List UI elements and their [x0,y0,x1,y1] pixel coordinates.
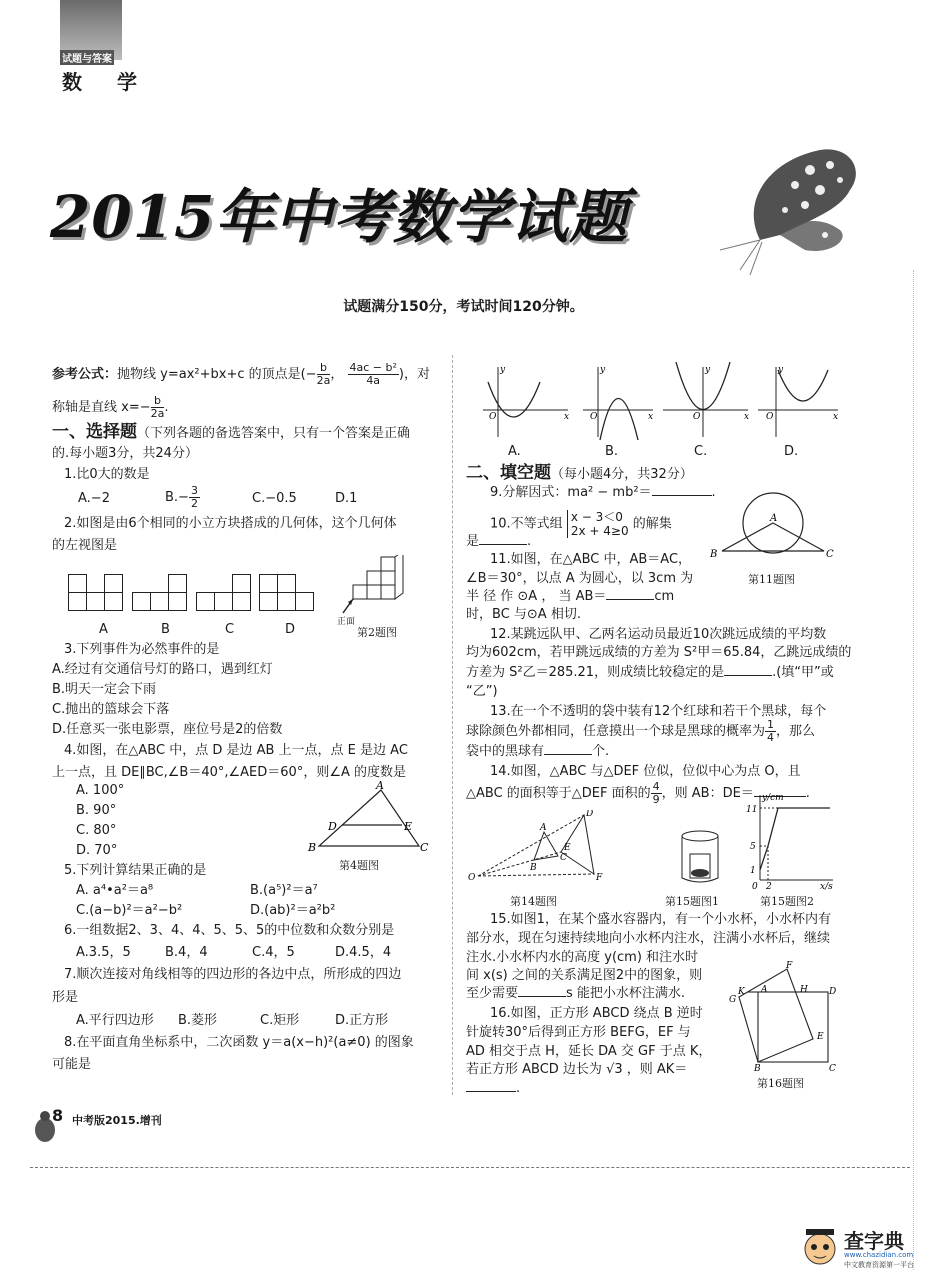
q7-stem-2: 形是 [52,990,79,1005]
q15-xtick-0: 0 [752,882,758,890]
section1-note: 的.每小题3分，共24分） [52,446,198,461]
q14-pt-a: A [540,823,547,833]
q16-caption: 第16题图 [757,1077,804,1090]
q11-answer-blank[interactable] [606,599,654,600]
q6-option-d: D.4.5，4 [335,945,392,960]
page-number: 8 [52,1106,64,1125]
q11-pt-a: A [770,513,778,524]
q5-option-d: D.(ab)²＝a²b² [250,903,336,918]
q14-pt-e: E [564,843,571,853]
logo-subtitle: 中文教育资源第一平台 [844,1261,914,1269]
q2-label-d: D [285,622,296,637]
q2-label-b: B [161,622,170,637]
q13-line-1: 13.在一个不透明的袋中装有12个红球和若干个黑球，每个 [490,704,827,719]
q13-answer-blank[interactable] [544,754,592,755]
svg-text:y: y [600,365,606,375]
exam-info: 试题满分150分，考试时间120分钟。 [343,299,584,315]
butterfly-illustration [700,140,870,280]
q15-answer-blank[interactable] [518,996,566,997]
q13-line-3: 袋中的黑球有 个. [466,744,610,759]
q14-pt-f: F [596,873,603,883]
q8-label-a: A. [508,444,521,459]
q4-option-d: D. 70° [76,843,118,858]
q15-xlabel: x/s [820,882,833,890]
q8-graphs [478,362,878,452]
q5-option-a: A. a⁴•a²＝a⁸ [76,883,154,898]
svg-text:y: y [500,365,506,375]
q16-pt-e: E [817,1032,824,1042]
q5-stem: 5.下列计算结果正确的是 [64,863,207,878]
q15-xtick-2: 2 [766,882,772,890]
q14-line-1: 14.如图，△ABC 与△DEF 位似，位似中心为点 O，且 [490,764,801,779]
q1-option-c: C.−0.5 [252,491,297,506]
logo-url: www.chazidian.com [844,1251,914,1259]
q14-figure [466,810,616,890]
q16-pt-a: A [761,985,768,995]
q14-line-2: △ABC 的面积等于△DEF 面积的 $\frac{4}{9}$ ，则 AB：DE＝ . [466,780,810,806]
q4-caption: 第4题图 [339,859,379,872]
q4-option-c: C. 80° [76,823,117,838]
q3-option-d: D.任意买一张电影票，座位号是2的倍数 [52,722,283,737]
q12-line-1: 12.某跳远队甲、乙两名运动员最近10次跳远成绩的平均数 [490,627,827,642]
q11-line-2: ∠B＝30°，以点 A 为圆心，以 3cm 为 [466,571,694,586]
mascot-icon [800,1225,840,1267]
q11-pt-c: C [826,549,834,560]
q11-caption: 第11题图 [748,573,795,586]
q7-option-b: B.菱形 [178,1013,218,1028]
q16-line-2: 针旋转30°后得到正方形 BEFG，EF 与 [466,1025,691,1040]
q11-figure [708,485,838,565]
q8-stem-2: 可能是 [52,1057,92,1072]
q4-pt-b: B [308,841,317,854]
q4-option-b: B. 90° [76,803,117,818]
formula-line-2: 称轴是直线 x=− $\frac{b}{2a}$ . [52,394,169,420]
q1-stem: 1.比0大的数是 [64,467,150,482]
section2-header: 二、填空题（每小题4分，共32分） [466,463,693,483]
q16-pt-c: C [829,1064,836,1072]
q2-stem-1: 2.如图是由6个相同的小立方块搭成的几何体，这个几何体 [64,516,397,531]
q2-front-label: 正面 [337,617,356,627]
svg-text:O: O [766,412,774,422]
header-tag: 试题与答案 [60,50,114,65]
q15-caption-1: 第15题图1 [665,895,719,908]
svg-text:x: x [744,412,750,422]
q14-pt-c: C [560,853,567,863]
q4-triangle-figure [305,780,430,855]
q15-ytick-5: 5 [750,842,756,852]
q5-option-c: C.(a−b)²＝a²−b² [76,903,183,918]
q4-stem-2: 上一点，且 DE∥BC,∠B＝40°,∠AED＝60°，则∠A 的度数是 [52,765,406,780]
q9-answer-blank[interactable] [652,495,712,496]
q4-pt-c: C [420,841,429,854]
q7-option-c: C.矩形 [260,1013,300,1028]
svg-text:y: y [705,365,711,375]
header-subject: 数 学 [62,70,151,94]
formula-line-1: 参考公式：抛物线 y=ax²+bx+c 的顶点是(− $\frac{b}{2a}$ ， $\frac{\text{4ac − b²}}{4a}$ )，对 [52,361,430,387]
q15-ylabel: y/cm [762,793,784,803]
q15-line-2: 部分水，现在匀速持续地向小水杯内注水，注满小水杯后，继续 [466,931,831,946]
q1-option-d: D.1 [335,491,358,506]
q2-stem-2: 的左视图是 [52,538,118,553]
q10-line-2: 是 . [466,534,532,549]
q8-stem-1: 8.在平面直角坐标系中，二次函数 y＝a(x−h)²(a≠0) 的图象 [64,1035,414,1050]
q4-stem-1: 4.如图，在△ABC 中，点 D 是边 AB 上一点，点 E 是边 AC [64,743,408,758]
q16-pt-h: H [800,985,808,995]
svg-text:x: x [648,412,654,422]
q11-line-3: 半 径 作 ⊙A ， 当 AB＝ cm [466,589,675,604]
footer-publication: 中考版2015.增刊 [72,1114,162,1127]
q11-line-4: 时，BC 与⊙A 相切. [466,607,581,622]
q3-option-a: A.经过有交通信号灯的路口，遇到红灯 [52,662,273,677]
q10: 10.不等式组 x − 3＜0 2x + 4≥0 的解集 [490,510,672,538]
q16-line-3: AD 相交于点 H，延长 DA 交 GF 于点 K， [466,1044,712,1059]
scan-edge [913,270,915,1270]
q4-pt-d: D [328,820,337,833]
q12-line-4: “乙”) [466,684,498,699]
q3-option-b: B.明天一定会下雨 [52,682,157,697]
q2-caption: 第2题图 [357,626,397,639]
q13-line-2: 球除颜色外都相同，任意摸出一个球是黑球的概率为 $\frac{1}{4}$ ，那么 [466,718,816,744]
q14-pt-b: B [530,863,537,873]
q6-stem: 6.一组数据2、3、4、4、5、5、5的中位数和众数分别是 [64,923,395,938]
q11-pt-b: B [710,549,718,560]
q8-label-c: C. [694,444,708,459]
q3-option-c: C.抛出的篮球会下落 [52,702,170,717]
q15-ytick-11: 11 [746,805,758,815]
q9: 9.分解因式：ma² − mb²＝ . [490,485,716,500]
svg-text:x: x [833,412,839,422]
page-title: 2015年中考数学试题 [50,183,629,251]
q15-graph-figure [738,790,838,890]
q12-answer-blank[interactable] [724,675,772,676]
svg-text:O: O [489,412,497,422]
q16-figure [728,960,843,1072]
q6-option-a: A.3.5，5 [76,945,131,960]
q16-answer-blank[interactable] [466,1091,516,1092]
q7-stem-1: 7.顺次连接对角线相等的四边形的各边中点，所形成的四边 [64,967,402,982]
q16-line-4: 若正方形 ABCD 边长为 √3 ，则 AK＝ [466,1062,688,1077]
q12-line-3: 方差为 S²乙＝285.21，则成绩比较稳定的是 .(填“甲”或 [466,665,834,680]
q14-pt-o: O [468,873,476,883]
q8-label-b: B. [605,444,619,459]
q4-pt-e: E [404,820,413,833]
q16-pt-k: K [738,987,745,997]
q14-caption: 第14题图 [510,895,557,908]
logo-text: 查字典 [844,1229,904,1253]
q5-option-b: B.(a⁵)²＝a⁷ [250,883,318,898]
q12-line-2: 均为602cm，若甲跳远成绩的方差为 S²甲＝65.84，乙跳远成绩的 [466,645,852,660]
q2-label-c: C [225,622,235,637]
q6-option-b: B.4，4 [165,945,208,960]
q1-option-b: B.− $\frac{3}{2}$ [165,484,198,510]
q7-option-d: D.正方形 [335,1013,389,1028]
q1-option-a: A.−2 [78,491,110,506]
q8-label-d: D. [784,444,799,459]
q16-pt-g: G [729,995,737,1005]
q3-stem: 3.下列事件为必然事件的是 [64,642,220,657]
q11-line-1: 11.如图，在△ABC 中，AB＝AC， [490,552,692,567]
q2-label-a: A [99,622,108,637]
column-divider [452,355,454,1095]
q16-pt-d: D [829,987,837,997]
q14-pt-d: D [586,810,594,819]
svg-text:O: O [693,412,701,422]
svg-text:x: x [564,412,570,422]
q15-beaker-figure [676,828,726,888]
q4-option-a: A. 100° [76,783,125,798]
svg-text:y: y [778,365,784,375]
section1-header: 一、选择题（下列各题的备选答案中，只有一个答案是正确 [52,422,411,442]
q10-answer-blank[interactable] [479,544,527,545]
q16-line-5: . [466,1081,520,1097]
footer-divider [30,1167,910,1169]
q15-line-5: 至少需要 s 能把小水杯注满水. [466,986,686,1001]
q15-ytick-1: 1 [750,866,756,876]
q16-line-1: 16.如图，正方形 ABCD 绕点 B 逆时 [490,1006,703,1021]
q7-option-a: A.平行四边形 [76,1013,154,1028]
q15-line-1: 15.如图1，在某个盛水容器内，有一个小水杯，小水杯内有 [490,912,831,927]
q4-pt-a: A [376,780,384,792]
svg-text:O: O [590,412,598,422]
q6-option-c: C.4，5 [252,945,295,960]
q15-line-3: 注水.小水杯内水的高度 y(cm) 和注水时 [466,950,699,965]
q16-pt-b: B [754,1064,761,1072]
q15-line-4: 间 x(s) 之间的关系满足图2中的图象，则 [466,968,703,983]
q15-caption-2: 第15题图2 [760,895,814,908]
q16-pt-f: F [786,961,793,971]
